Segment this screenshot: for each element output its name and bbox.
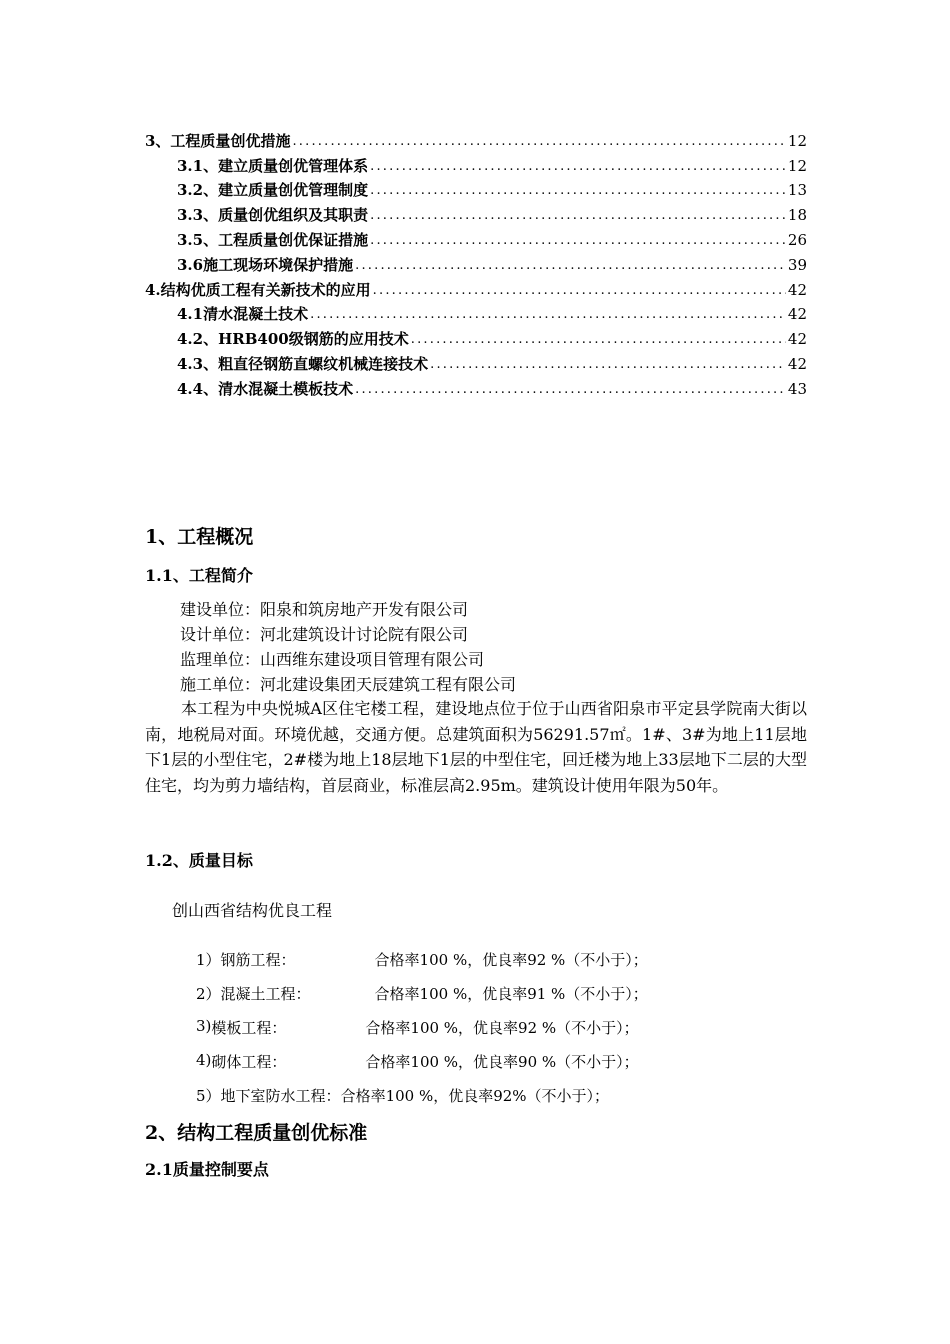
toc-entry-title: 4.结构优质工程有关新技术的应用 [145,280,371,299]
subsection-heading: 1.1、工程简介 [145,566,253,585]
toc-leader-dots [292,135,785,148]
toc-entry-page: 12 [787,156,807,175]
info-line-builder: 建设单位：阳泉和筑房地产开发有限公司 [180,600,469,619]
toc-entry-title: 3.1、建立质量创优管理体系 [177,156,369,175]
toc-entry[interactable] [145,200,807,225]
requirement-number: 5） [196,1087,221,1105]
requirement-value: 合格率100 %，优良率91 %（不小于）； [374,985,648,1003]
toc-entry-title: 3.5、工程质量创优保证措施 [177,230,369,249]
section-heading: 1、工程概况 [145,526,254,548]
toc-leader-dots [355,383,786,396]
requirement-value: 合格率100 %，优良率92%（不小于）； [340,1087,610,1105]
requirement-label: 混凝土工程： [220,985,311,1003]
toc-entry[interactable] [145,225,807,250]
requirement-item [196,983,648,1004]
requirement-item [196,1085,609,1106]
info-line-designer: 设计单位：河北建筑设计讨论院有限公司 [180,625,469,644]
requirement-item [196,1017,639,1038]
toc-leader-dots [370,184,786,197]
toc-entry-title: 3.2、建立质量创优管理制度 [177,181,369,200]
requirement-number: 1） [196,951,221,969]
toc-entry-title: 4.3、粗直径钢筋直螺纹机械连接技术 [177,354,429,373]
toc-entry[interactable] [145,349,807,374]
requirement-value: 合格率100 %，优良率92 %（不小于）； [365,1019,639,1037]
info-line-supervisor: 监理单位：山西维东建设项目管理有限公司 [180,650,485,669]
subsection-heading: 1.2、质量目标 [145,851,253,870]
toc-leader-dots [430,358,786,371]
toc-entry-page: 42 [787,330,807,349]
toc-leader-dots [370,209,786,222]
requirement-value: 合格率100 %，优良率92 %（不小于）； [374,951,648,969]
requirement-value: 合格率100 %，优良率90 %（不小于）； [365,1053,639,1071]
toc-leader-dots [310,308,786,321]
toc-leader-dots [370,160,786,173]
requirement-label: 钢筋工程： [220,951,296,969]
requirement-item [196,1051,639,1072]
toc-entry[interactable] [145,250,807,275]
requirement-label: 砌体工程： [211,1053,287,1071]
toc-entry[interactable] [145,300,807,325]
project-description: 本工程为中央悦城A区住宅楼工程，建设地点位于位于山西省阳泉市平定县学院南大街以南，地税局对面。环境优越，交通方便。总建筑面积为56291.57㎡。1#、3#为地上11层地下1层的小型住宅，2#楼为地上18层地下1层的中型住宅，回迁楼为地上33层地下二层的大型住宅，均为剪力墙结构，首层商业，标准层高2.95m。建筑设计使用年限为50年。 [145,699,807,795]
toc-entry[interactable] [145,126,807,151]
toc-entry-title: 3.3、质量创优组织及其职责 [177,206,369,225]
toc-entry-page: 18 [787,206,807,225]
toc-entry-title: 3.6施工现场环境保护措施 [177,255,354,274]
info-line-contractor: 施工单位：河北建设集团天辰建筑工程有限公司 [180,675,517,694]
toc-entry-title: 3、工程质量创优措施 [145,131,291,150]
toc-entry-page: 13 [787,181,807,200]
toc-entry-title: 4.4、清水混凝土模板技术 [177,379,354,398]
toc-entry[interactable] [145,176,807,201]
toc-entry-title: 4.1清水混凝土技术 [177,305,309,324]
requirement-number: 4) [196,1051,212,1069]
toc-entry-page: 42 [787,305,807,324]
toc-leader-dots [411,333,786,346]
requirement-item [196,949,648,970]
requirement-number: 2） [196,985,221,1003]
table-of-contents [145,126,807,399]
toc-entry[interactable] [145,324,807,349]
toc-leader-dots [355,259,786,272]
section-heading: 2、结构工程质量创优标准 [145,1122,368,1144]
toc-leader-dots [373,284,786,297]
toc-entry-title: 4.2、HRB400级钢筋的应用技术 [177,330,409,349]
quality-goal: 创山西省结构优良工程 [172,901,333,920]
toc-entry-page: 42 [787,280,807,299]
requirement-number: 3) [196,1017,212,1035]
requirement-label: 地下室防水工程： [220,1087,341,1105]
toc-entry-page: 42 [787,354,807,373]
toc-entry[interactable] [145,374,807,399]
toc-entry-page: 26 [787,230,807,249]
subsection-heading: 2.1质量控制要点 [145,1160,269,1179]
toc-entry-page: 39 [787,255,807,274]
toc-entry[interactable] [145,275,807,300]
toc-entry-page: 12 [787,131,807,150]
toc-entry-page: 43 [787,379,807,398]
toc-leader-dots [370,234,786,247]
toc-entry[interactable] [145,151,807,176]
requirement-label: 模板工程： [211,1019,287,1037]
